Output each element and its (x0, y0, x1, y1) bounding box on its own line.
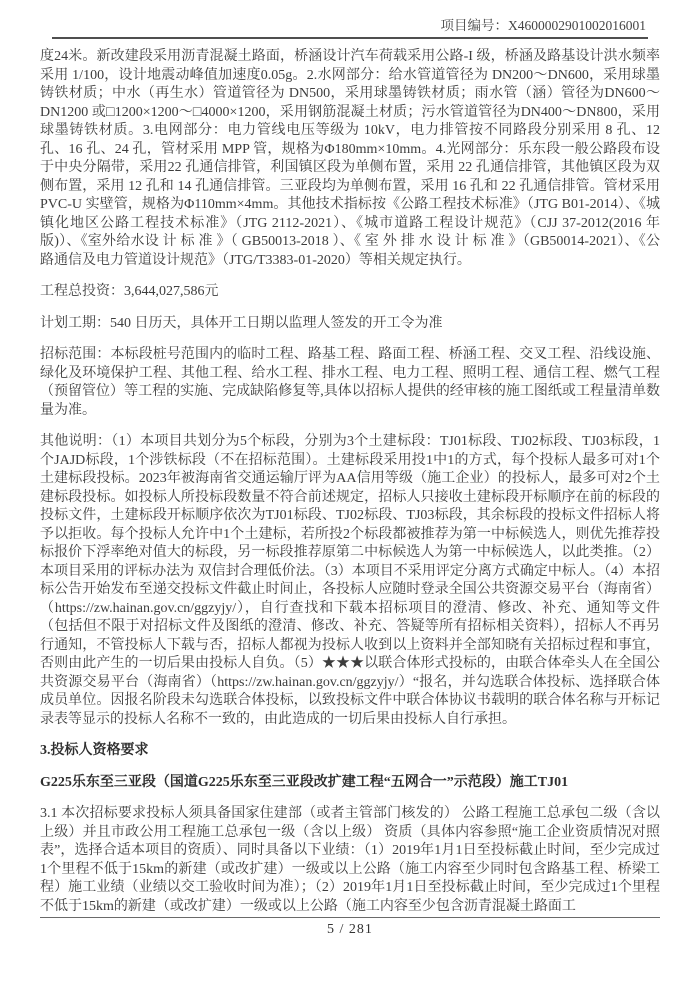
footer-divider (40, 917, 660, 918)
document-body (40, 48, 660, 916)
section-3-heading: 3.投标人资格要求 (40, 743, 149, 758)
page-number: 5 / 281 (327, 922, 373, 937)
bidding-scope: 招标范围：本标段桩号范围内的临时工程、路基工程、路面工程、桥涵工程、交叉工程、沿线设施、绿化及环境保护工程、其他工程、给水工程、排水工程、电力工程、照明工程、通信工程、燃气工程（预留管位）等工程的实施、完成缺陷修复等,具体以招标人提供的经审核的施工图纸或工程量清单数量为准。 (40, 347, 660, 418)
intro-paragraph: 度24米。新改建段采用沥青混凝土路面，桥涵设计汽车荷载采用公路-I 级，桥涵及路基设计洪水频率采用 1/100，设计地震动峰值加速度0.05g。2.水网部分：给水管道管径为 DN200～DN600，采用球墨铸铁材质；中水（再生水）管道管径为 DN500，采用球墨铸铁材质；雨水管（涵）管径为DN600～DN1200 或□1200×1200～□4000×1200，采用钢筋混凝土材质；污水管道管径为DN400～DN800，采用球墨铸铁材质。3.电网部分：电力管线电压等级为 10kV，电力排管按不同路段分别采用 8 孔、12 孔、16 孔、24 孔，管材采用 MPP 管，规格为Φ180mm×10mm。4.光网部分：乐东段一般公路段布设于中央分隔带，采用22 孔通信排管，利国镇区段为单侧布置，采用 22 孔通信排管，其他镇区段为双侧布置，采用 12 孔和 14 孔通信排管。三亚段均为单侧布置，采用 16 孔和 22 孔通信排管。管材采用 PVC-U 实壁管，规格为Φ110mm×4mm。其他技术指标按《公路工程技术标准》（JTG B01-2014）、《城镇化地区公路工程技术标准》（JTG 2112-2021）、《城市道路工程设计规范》（CJJ 37-2012(2016 年版)）、《室外给水设 计 标 准 》（ GB50013-2018 ）、《 室 外 排 水 设 计 标 准 》（GB50014-2021）、《公路通信及电力管道设计规范》（JTG/T3383-01-2020）等相关规定执行。 (40, 49, 660, 268)
page-header (40, 18, 660, 34)
header-divider (52, 37, 648, 39)
total-investment: 工程总投资：3,644,027,586元 (40, 284, 219, 299)
planned-duration: 计划工期：540 日历天，具体开工日期以监理人签发的开工令为准 (40, 315, 443, 331)
clause-3-1-paragraph: 3.1 本次招标要求投标人须具备国家住建部（或者主管部门核发的） 公路工程施工总承包二级（含以上级）并且市政公用工程施工总承包一级（含以上级） 资质（具体内容参照“施工企业资质情况对照表”，选择合适本项目的资质）、同时具备以下业绩：（1）2019年1月1日至投标截止时间，至少完成过1个里程不低于15km的新建（或改扩建）一级或以上公路（施工内容至少同时包含路基工程、桥梁工程）施工业绩（业绩以交工验收时间为准）；（2）2019年1月1日至投标截止时间，至少完成过1个里程不低于15km的新建（或改扩建）一级或以上公路（施工内容至少包含沥青混凝土路面工 (40, 806, 660, 914)
project-number-label: 项目编号： (440, 18, 508, 33)
contract-section-heading: G225乐东至三亚段（国道G225乐东至三亚段改扩建工程“五网合一”示范段）施工TJ01 (40, 774, 569, 790)
other-notes: 其他说明：（1）本项目共划分为5个标段，分别为3个土建标段：TJ01标段、TJ02标段、TJ03标段，1个JAJD标段，1个涉铁标段（不在招标范围）。土建标段采用投1中1的方式，每个投标人最多可对1个土建标段投标。2023年被海南省交通运输厅评为AA信用等级（施工企业）的投标人，最多可对2个土建标段投标。如投标人所投标段数量不符合前述规定，招标人只接收土建标段开标顺序在前的标段的投标文件，土建标段开标顺序依次为TJ01标段、TJ02标段、TJ03标段，其余标段的投标文件招标人将予以拒收。每个投标人允许中1个土建标，若所投2个标段都被推荐为第一中标候选人，则优先推荐投标报价下浮率绝对值大的标段，另一标段推荐原第二中标候选人为第一中标候选人，以此类推。（2）本项目采用的评标办法为 双信封合理低价法。（3）本项目不采用评定分离方式确定中标人。（4）本招标公告开始发布至递交投标文件截止时间止，各投标人应随时登录全国公共资源交易平台（海南省）（https://zw.hainan.gov.cn/ggzyjy/），自行查找和下载本招标项目的澄清、修改、补充、通知等文件（包括但不限于对招标文件及图纸的澄清、修改、补充、答疑等所有招标相关资料），招标人不再另行通知，不管投标人下载与否，招标人都视为投标人收到以上资料并全部知晓有关招标过程和事宜，否则由此产生的一切后果由投标人自负。（5）★★★以联合体形式投标的，由联合体牵头人在全国公共资源交易平台（海南省）（https://zw.hainan.gov.cn/ggzyjy/）“报名，并勾选联合体投标、选择联合体成员单位。因报名阶段未勾选联合体投标，以致投标文件中联合体协议书载明的联合体名称与开标记录表等显示的投标人名称不一致的，由此造成的一切后果由投标人自行承担。 (40, 434, 660, 727)
project-number-value: X4600002901002016001 (508, 18, 646, 33)
